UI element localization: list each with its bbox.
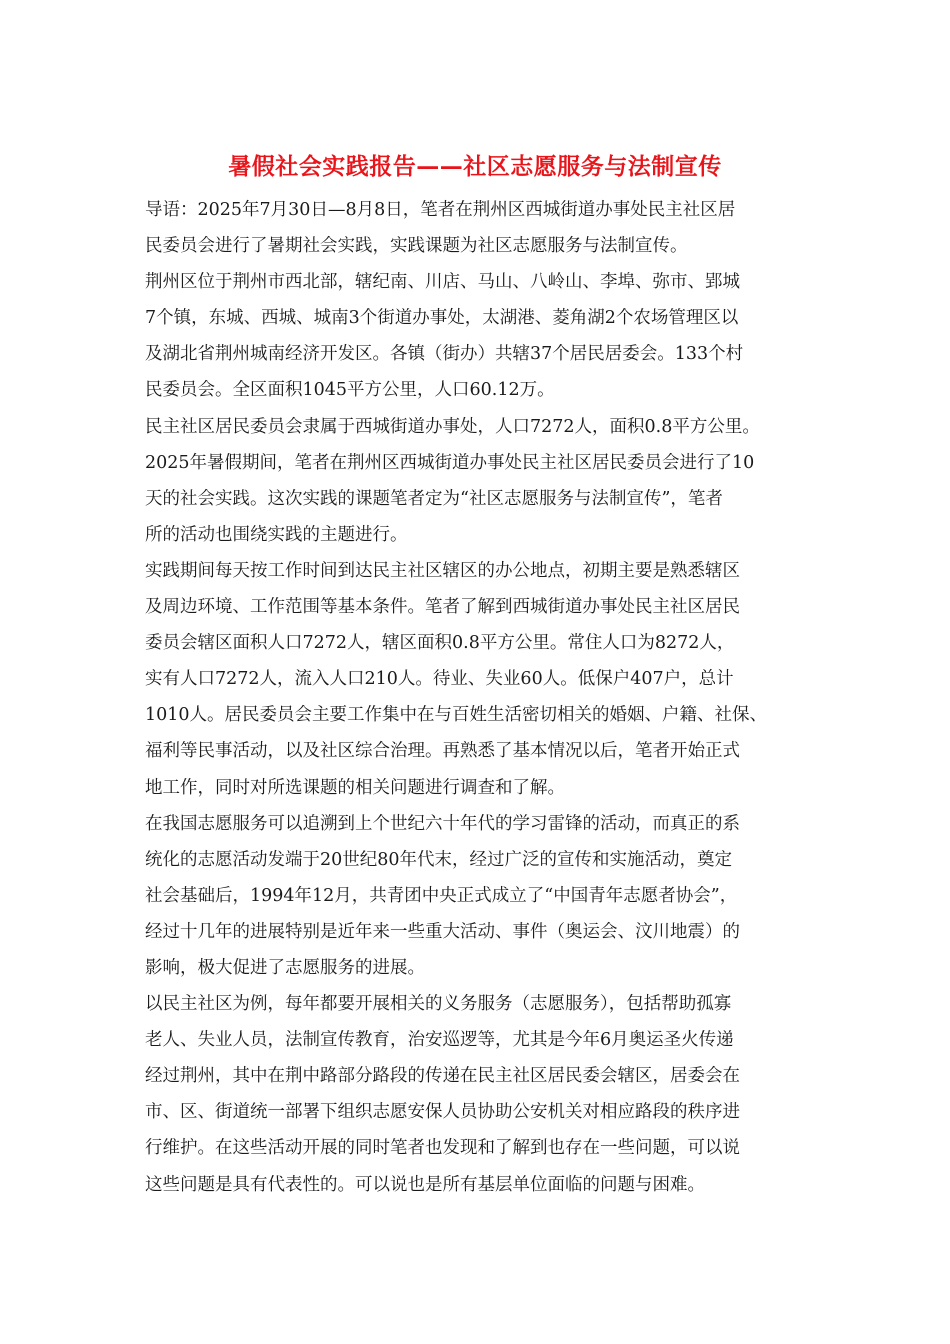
body-line: 经过荆州，其中在荆中路部分路段的传递在民主社区居民委会辖区，居委会在 <box>145 1066 740 1087</box>
body-line: 民主社区居民委员会隶属于西城街道办事处，人口7272人，面积0.8平方公里。 <box>145 416 760 437</box>
document-body <box>145 192 820 1203</box>
body-line: 委员会辖区面积人口7272人，辖区面积0.8平方公里。常住人口为8272人， <box>145 633 735 654</box>
body-line: 地工作，同时对所选课题的相关问题进行调查和了解。 <box>145 777 565 798</box>
body-line: 市、区、街道统一部署下组织志愿安保人员协助公安机关对相应路段的秩序进 <box>145 1102 740 1123</box>
body-line: 荆州区位于荆州市西北部，辖纪南、川店、马山、八岭山、李埠、弥市、郢城 <box>145 272 740 293</box>
body-line: 这些问题是具有代表性的。可以说也是所有基层单位面临的问题与困难。 <box>145 1174 705 1195</box>
body-line: 社会基础后，1994年12月，共青团中央正式成立了“中国青年志愿者协会”， <box>145 885 738 906</box>
body-line: 所的活动也围绕实践的主题进行。 <box>145 524 408 545</box>
body-line: 以民主社区为例，每年都要开展相关的义务服务（志愿服务），包括帮助孤寡 <box>145 994 732 1015</box>
body-line: 福利等民事活动，以及社区综合治理。再熟悉了基本情况以后，笔者开始正式 <box>145 741 740 762</box>
body-line: 实践期间每天按工作时间到达民主社区辖区的办公地点，初期主要是熟悉辖区 <box>145 560 740 581</box>
body-line: 1010人。居民委员会主要工作集中在与百姓生活密切相关的婚姻、户籍、社保、 <box>145 705 768 726</box>
body-line: 在我国志愿服务可以追溯到上个世纪六十年代的学习雷锋的活动，而真正的系 <box>145 813 740 834</box>
body-line: 统化的志愿活动发端于20世纪80年代末，经过广泛的宣传和实施活动，奠定 <box>145 849 733 870</box>
body-line: 民委员会进行了暑期社会实践，实践课题为社区志愿服务与法制宣传。 <box>145 236 688 257</box>
page-title: 暑假社会实践报告——社区志愿服务与法制宣传 <box>228 153 722 180</box>
body-line: 行维护。在这些活动开展的同时笔者也发现和了解到也存在一些问题，可以说 <box>145 1138 740 1159</box>
body-line: 影响，极大促进了志愿服务的进展。 <box>145 957 425 978</box>
body-line: 2025年暑假期间，笔者在荆州区西城街道办事处民主社区居民委员会进行了10 <box>145 452 755 473</box>
body-line: 导语：2025年7月30日—8月8日，笔者在荆州区西城街道办事处民主社区居 <box>145 200 736 220</box>
body-line: 及湖北省荆州城南经济开发区。各镇（街办）共辖37个居民居委会。133个村 <box>145 344 744 365</box>
body-line: 天的社会实践。这次实践的课题笔者定为“社区志愿服务与法制宣传”，笔者 <box>145 488 723 509</box>
body-line: 经过十几年的进展特别是近年来一些重大活动、事件（奥运会、汶川地震）的 <box>145 921 740 942</box>
body-line: 实有人口7272人，流入人口210人。待业、失业60人。低保户407户，总计 <box>145 669 734 690</box>
body-line: 老人、失业人员，法制宣传教育，治安巡逻等，尤其是今年6月奥运圣火传递 <box>145 1030 734 1051</box>
body-line: 民委员会。全区面积1045平方公里，人口60.12万。 <box>145 380 555 401</box>
body-line: 及周边环境、工作范围等基本条件。笔者了解到西城街道办事处民主社区居民 <box>145 597 740 618</box>
body-line: 7个镇，东城、西城、城南3个街道办事处，太湖港、菱角湖2个农场管理区以 <box>145 308 739 329</box>
